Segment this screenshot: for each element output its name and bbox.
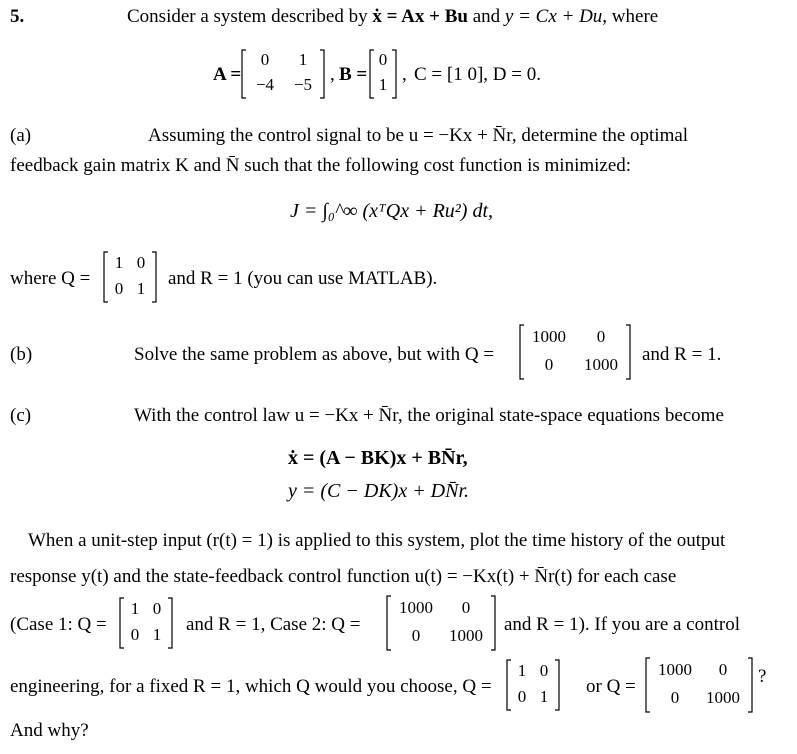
matrix-q-cell: 1000 bbox=[532, 327, 566, 346]
matrix-q-case-2 bbox=[385, 594, 497, 652]
matrix-q-cell: 0 bbox=[136, 253, 146, 272]
matrix-q-cell: 0 bbox=[517, 687, 527, 706]
part-b-tail: and R = 1. bbox=[642, 344, 722, 365]
part-a-line2: feedback gain matrix K and N̄ such that the following cost function is minimized: bbox=[10, 155, 632, 176]
matrix-q-cell: 1000 bbox=[584, 355, 618, 374]
why-text: And why? bbox=[10, 720, 89, 741]
part-a-tail: and R = 1 (you can use MATLAB). bbox=[168, 268, 438, 289]
matrix-q-cell: 1 bbox=[130, 599, 140, 618]
matrix-b bbox=[368, 48, 398, 100]
matrix-q-cell: 0 bbox=[670, 688, 680, 707]
comma-1: , bbox=[330, 64, 335, 85]
or-q-text: or Q = bbox=[586, 676, 636, 697]
comma-2: , bbox=[402, 64, 407, 85]
and-word: and bbox=[472, 6, 501, 27]
part-a-where-q: where Q = bbox=[10, 268, 91, 289]
closed-loop-state-eq: ẋ = (A − BK)x + BN̄r, bbox=[288, 447, 468, 469]
matrix-q-cell: 1 bbox=[136, 279, 146, 298]
part-c-text: With the control law u = −Kx + N̄r, the original state-space equations become bbox=[134, 405, 724, 426]
matrix-q-cell: 1 bbox=[517, 661, 527, 680]
matrix-a-cell: −5 bbox=[293, 75, 313, 94]
intro-text: Consider a system described by bbox=[127, 6, 368, 27]
problem-number: 5. bbox=[10, 6, 25, 27]
matrix-a-cell: 1 bbox=[298, 50, 308, 69]
matrix-b-cell: 0 bbox=[378, 50, 388, 69]
matrix-q-cell: 0 bbox=[130, 625, 140, 644]
part-c-paragraph-2: response y(t) and the state-feedback control function u(t) = −Kx(t) + N̄r(t) for each case bbox=[10, 566, 677, 587]
problem-statement bbox=[127, 6, 658, 28]
part-c-label: (c) bbox=[10, 405, 32, 426]
matrix-a-cell: −4 bbox=[255, 75, 275, 94]
matrix-q-cell: 0 bbox=[152, 599, 162, 618]
matrix-q-cell: 1000 bbox=[449, 626, 483, 645]
matrix-q-cell: 1 bbox=[539, 687, 549, 706]
part-a-label: (a) bbox=[10, 125, 32, 146]
matrix-q-cell: 0 bbox=[114, 279, 124, 298]
matrix-q-case-1 bbox=[118, 596, 174, 650]
where-text: , where bbox=[602, 6, 659, 27]
matrix-c-d: C = [1 0], D = 0. bbox=[414, 64, 541, 85]
matrix-q-cell: 0 bbox=[718, 660, 728, 679]
case-1-tail: and R = 1, Case 2: Q = bbox=[186, 614, 361, 635]
matrix-q-cell: 1000 bbox=[399, 598, 433, 617]
matrix-q-cell: 1 bbox=[114, 253, 124, 272]
matrix-q-cell: 0 bbox=[596, 327, 606, 346]
matrix-q-cell: 1000 bbox=[658, 660, 692, 679]
matrix-q-option-b bbox=[644, 656, 754, 714]
matrix-a-label: A = bbox=[213, 64, 242, 85]
matrix-q-a bbox=[102, 250, 158, 304]
matrix-q-cell: 1 bbox=[152, 625, 162, 644]
matrix-q-b bbox=[518, 323, 632, 381]
question-mark: ? bbox=[758, 666, 767, 687]
matrix-b-cell: 1 bbox=[378, 75, 388, 94]
question-line: engineering, for a fixed R = 1, which Q would you choose, Q = bbox=[10, 676, 492, 697]
matrix-q-cell: 0 bbox=[544, 355, 554, 374]
matrix-q-option-a bbox=[505, 658, 561, 712]
case-2-tail: and R = 1). If you are a control bbox=[504, 614, 740, 635]
matrix-b-label: B = bbox=[339, 64, 368, 85]
cost-function: J = ∫₀^∞ (xᵀQx + Ru²) dt, bbox=[290, 200, 494, 222]
matrix-q-cell: 1000 bbox=[706, 688, 740, 707]
closed-loop-output-eq: y = (C − DK)x + DN̄r. bbox=[288, 480, 470, 502]
part-b-text: Solve the same problem as above, but with Q = bbox=[134, 344, 495, 365]
case-1-text: (Case 1: Q = bbox=[10, 614, 107, 635]
matrix-q-cell: 0 bbox=[539, 661, 549, 680]
matrix-a bbox=[240, 48, 326, 100]
state-equation: ẋ = Ax + Bu bbox=[372, 6, 468, 27]
matrix-q-cell: 0 bbox=[411, 626, 421, 645]
part-a-line1: Assuming the control signal to be u = −Kx + N̄r, determine the optimal bbox=[148, 125, 689, 146]
part-c-paragraph-1: When a unit-step input (r(t) = 1) is applied to this system, plot the time history of the output bbox=[28, 530, 726, 551]
matrix-q-cell: 0 bbox=[461, 598, 471, 617]
matrix-a-cell: 0 bbox=[260, 50, 270, 69]
part-b-label: (b) bbox=[10, 344, 33, 365]
output-equation: y = Cx + Du bbox=[504, 6, 603, 27]
